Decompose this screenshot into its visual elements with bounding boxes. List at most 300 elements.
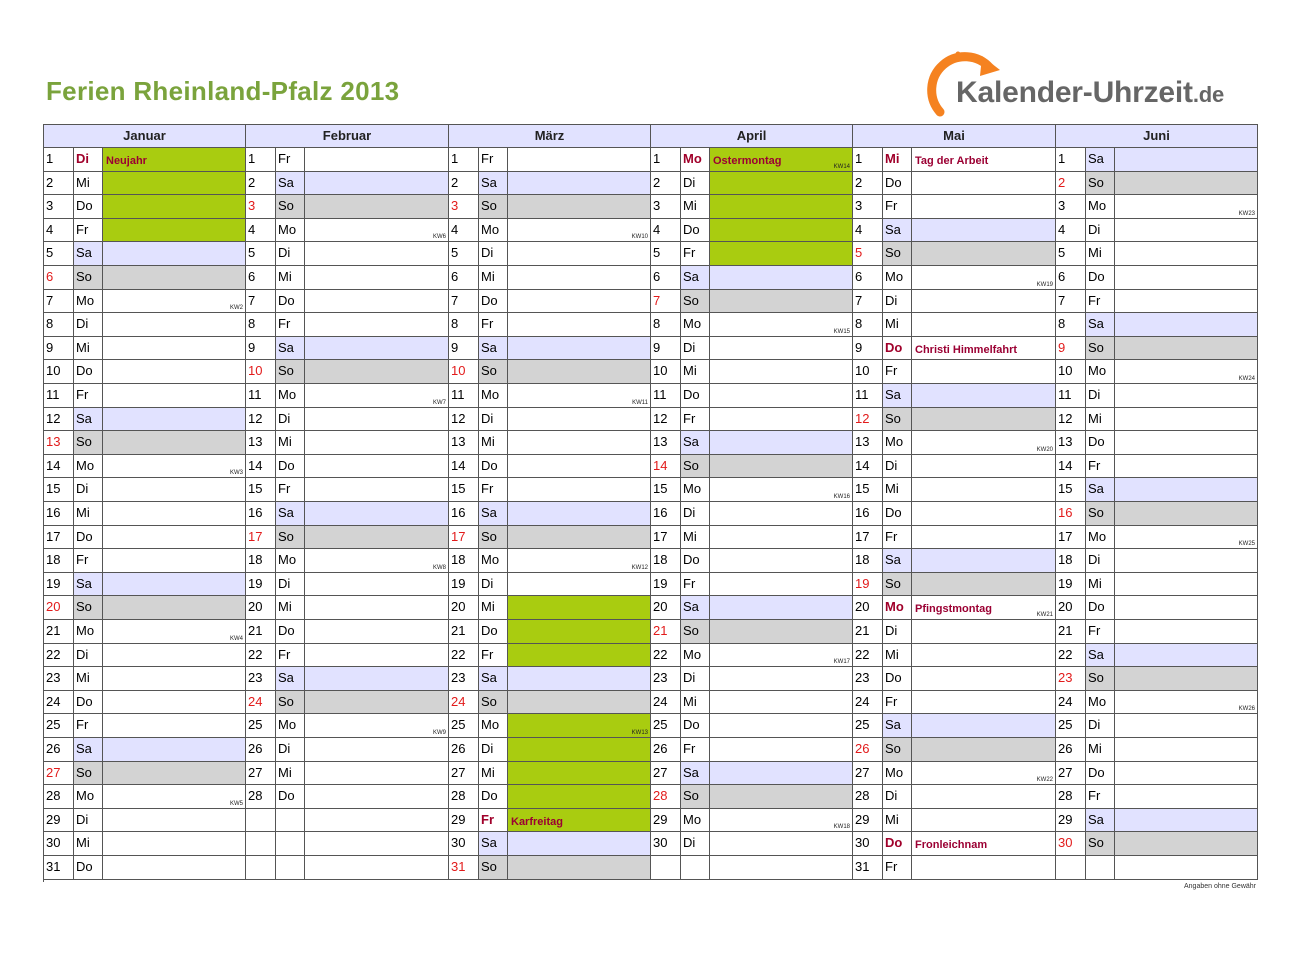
day-info: [508, 549, 651, 573]
weekday: Di: [74, 809, 103, 832]
day-info: [710, 148, 853, 172]
weekday: Mi: [276, 431, 305, 455]
day-number: 19: [449, 573, 479, 596]
day-info: [1115, 266, 1258, 290]
day-info: [305, 266, 449, 290]
day-info: [508, 785, 651, 809]
day-number: 1: [1056, 148, 1086, 172]
weekday: Fr: [883, 195, 912, 219]
day-number: 30: [853, 832, 883, 856]
day-info: [508, 360, 651, 384]
day-info: [103, 431, 246, 455]
day-info: [305, 526, 449, 549]
weekday: Fr: [681, 242, 710, 266]
day-info: [305, 148, 449, 172]
day-info: [912, 667, 1056, 691]
day-info: [912, 596, 1056, 620]
day-number: 1: [651, 148, 681, 172]
empty-cell: [276, 832, 305, 856]
day-number: 13: [853, 431, 883, 455]
day-info: [1115, 691, 1258, 714]
day-info: [912, 573, 1056, 596]
day-number: 5: [1056, 242, 1086, 266]
calendar-week-label: KW25: [1238, 541, 1255, 547]
weekday: Di: [276, 738, 305, 762]
day-number: 25: [449, 714, 479, 738]
weekday: Sa: [1086, 478, 1115, 502]
day-info: [305, 313, 449, 337]
day-info: [103, 384, 246, 408]
day-number: 16: [449, 502, 479, 526]
day-number: 10: [44, 360, 74, 384]
day-info: [1115, 384, 1258, 408]
weekday: Sa: [479, 502, 508, 526]
weekday: Fr: [1086, 455, 1115, 478]
weekday: Sa: [681, 596, 710, 620]
day-number: 16: [246, 502, 276, 526]
day-number: 20: [853, 596, 883, 620]
day-number: 19: [44, 573, 74, 596]
day-number: 24: [651, 691, 681, 714]
day-info: [710, 337, 853, 360]
day-info: [1115, 596, 1258, 620]
day-info: [1115, 313, 1258, 337]
day-info: [103, 266, 246, 290]
calendar-week-label: KW9: [432, 730, 446, 736]
holiday-name: Tag der Arbeit: [915, 155, 989, 167]
weekday: Di: [1086, 549, 1115, 573]
day-number: 25: [246, 714, 276, 738]
day-number: 12: [853, 408, 883, 431]
weekday: Mo: [74, 620, 103, 644]
weekday: Mi: [479, 762, 508, 785]
day-number: 24: [44, 691, 74, 714]
weekday: Sa: [74, 738, 103, 762]
weekday: So: [479, 360, 508, 384]
day-info: [912, 172, 1056, 195]
weekday: Mo: [276, 714, 305, 738]
day-info: [305, 738, 449, 762]
day-info: [710, 762, 853, 785]
day-info: [1115, 526, 1258, 549]
weekday: Di: [276, 242, 305, 266]
logo-tld: .de: [1192, 82, 1225, 107]
weekday: Sa: [1086, 148, 1115, 172]
day-number: 7: [1056, 290, 1086, 313]
day-info: [710, 478, 853, 502]
day-number: 14: [449, 455, 479, 478]
weekday: Sa: [681, 762, 710, 785]
weekday: Do: [276, 455, 305, 478]
day-number: 7: [246, 290, 276, 313]
day-number: 13: [246, 431, 276, 455]
day-info: [710, 596, 853, 620]
calendar-week-label: KW16: [833, 494, 850, 500]
day-info: [508, 502, 651, 526]
day-number: 9: [449, 337, 479, 360]
day-number: 11: [651, 384, 681, 408]
day-number: 29: [853, 809, 883, 832]
day-info: [912, 714, 1056, 738]
day-number: 12: [246, 408, 276, 431]
calendar-week-label: KW24: [1238, 376, 1255, 382]
day-info: [103, 738, 246, 762]
day-number: 15: [449, 478, 479, 502]
day-info: [710, 502, 853, 526]
weekday: Do: [276, 290, 305, 313]
weekday: Sa: [883, 384, 912, 408]
day-info: [305, 337, 449, 360]
month-header: Mai: [853, 125, 1056, 148]
weekday: Sa: [681, 266, 710, 290]
logo-text: [956, 76, 1224, 110]
weekday: Fr: [883, 526, 912, 549]
day-info: [305, 478, 449, 502]
day-info: [1115, 785, 1258, 809]
day-number: 9: [853, 337, 883, 360]
weekday: Sa: [276, 667, 305, 691]
weekday: Sa: [479, 667, 508, 691]
weekday: Mo: [883, 762, 912, 785]
day-number: 6: [1056, 266, 1086, 290]
day-number: 2: [1056, 172, 1086, 195]
weekday: Do: [74, 195, 103, 219]
weekday: Do: [479, 455, 508, 478]
weekday: Mo: [1086, 195, 1115, 219]
day-number: 25: [651, 714, 681, 738]
weekday: Do: [883, 502, 912, 526]
holiday-name: Christi Himmelfahrt: [915, 344, 1018, 356]
calendar-week-label: KW12: [631, 565, 648, 571]
day-info: [912, 384, 1056, 408]
weekday: Sa: [681, 431, 710, 455]
weekday: Mi: [276, 762, 305, 785]
day-info: [305, 431, 449, 455]
day-info: [1115, 172, 1258, 195]
day-info: [710, 738, 853, 762]
day-number: 18: [44, 549, 74, 573]
empty-cell: [1056, 856, 1086, 880]
day-info: [508, 408, 651, 431]
weekday: Fr: [276, 313, 305, 337]
calendar-week-label: KW3: [229, 470, 243, 476]
day-number: 11: [44, 384, 74, 408]
day-number: 12: [651, 408, 681, 431]
day-info: [912, 337, 1056, 360]
day-info: [508, 431, 651, 455]
day-number: 7: [449, 290, 479, 313]
day-info: [103, 195, 246, 219]
day-info: [912, 762, 1056, 785]
day-number: 29: [449, 809, 479, 832]
day-info: [1115, 809, 1258, 832]
weekday: Di: [479, 242, 508, 266]
weekday: Mi: [883, 313, 912, 337]
day-number: 11: [246, 384, 276, 408]
day-number: 27: [449, 762, 479, 785]
empty-cell: [681, 856, 710, 880]
day-info: [508, 596, 651, 620]
day-number: 12: [1056, 408, 1086, 431]
weekday: Di: [276, 408, 305, 431]
day-number: 29: [1056, 809, 1086, 832]
day-number: 26: [44, 738, 74, 762]
day-number: 3: [651, 195, 681, 219]
weekday: Do: [74, 856, 103, 880]
day-info: [508, 573, 651, 596]
holiday-name: Pfingstmontag: [915, 603, 992, 615]
weekday: Do: [1086, 266, 1115, 290]
day-info: [305, 502, 449, 526]
day-number: 27: [44, 762, 74, 785]
day-number: 21: [449, 620, 479, 644]
calendar-week-label: KW2: [229, 305, 243, 311]
day-info: [1115, 478, 1258, 502]
day-info: [103, 219, 246, 242]
calendar-week-label: KW20: [1036, 447, 1053, 453]
calendar-week-label: KW11: [632, 400, 648, 406]
day-info: [912, 620, 1056, 644]
day-number: 29: [44, 809, 74, 832]
day-number: 4: [246, 219, 276, 242]
day-info: [103, 549, 246, 573]
day-info: [912, 502, 1056, 526]
empty-cell: [651, 856, 681, 880]
day-info: [103, 337, 246, 360]
weekday: Fr: [1086, 785, 1115, 809]
holiday-name: Karfreitag: [511, 816, 563, 828]
day-info: [508, 313, 651, 337]
day-info: [508, 384, 651, 408]
day-info: [710, 360, 853, 384]
weekday: Mo: [74, 455, 103, 478]
weekday: Sa: [479, 337, 508, 360]
day-info: [912, 691, 1056, 714]
weekday: Di: [479, 573, 508, 596]
day-info: [103, 148, 246, 172]
day-number: 4: [44, 219, 74, 242]
day-info: [103, 856, 246, 880]
day-number: 30: [651, 832, 681, 856]
weekday: Mi: [883, 148, 912, 172]
weekday: Mi: [1086, 408, 1115, 431]
day-number: 4: [853, 219, 883, 242]
day-number: 7: [853, 290, 883, 313]
day-info: [508, 691, 651, 714]
weekday: Di: [883, 290, 912, 313]
day-info: [103, 290, 246, 313]
day-number: 17: [1056, 526, 1086, 549]
weekday: Di: [681, 337, 710, 360]
day-info: [103, 691, 246, 714]
weekday: Fr: [883, 691, 912, 714]
day-info: [103, 573, 246, 596]
weekday: So: [74, 596, 103, 620]
day-info: [912, 856, 1056, 880]
day-info: [710, 785, 853, 809]
day-info: [710, 172, 853, 195]
day-info: [305, 596, 449, 620]
day-info: [710, 549, 853, 573]
weekday: Mo: [681, 644, 710, 667]
day-number: 14: [853, 455, 883, 478]
day-info: [103, 596, 246, 620]
day-number: 3: [449, 195, 479, 219]
day-number: 9: [651, 337, 681, 360]
weekday: Mi: [681, 526, 710, 549]
weekday: Fr: [479, 809, 508, 832]
day-number: 11: [853, 384, 883, 408]
day-info: [508, 290, 651, 313]
day-number: 27: [853, 762, 883, 785]
day-number: 1: [853, 148, 883, 172]
day-info: [508, 620, 651, 644]
weekday: Sa: [883, 714, 912, 738]
day-number: 11: [1056, 384, 1086, 408]
weekday: Fr: [479, 313, 508, 337]
day-info: [710, 620, 853, 644]
day-number: 3: [853, 195, 883, 219]
day-info: [1115, 148, 1258, 172]
calendar-week-label: KW7: [432, 400, 446, 406]
day-number: 30: [449, 832, 479, 856]
day-number: 12: [44, 408, 74, 431]
calendar-week-label: KW17: [833, 659, 850, 665]
day-number: 10: [1056, 360, 1086, 384]
day-info: [1115, 667, 1258, 691]
day-info: [305, 785, 449, 809]
weekday: Mi: [1086, 573, 1115, 596]
day-number: 17: [853, 526, 883, 549]
weekday: Sa: [883, 549, 912, 573]
day-info: [1115, 219, 1258, 242]
empty-cell: [246, 856, 276, 880]
weekday: Mi: [74, 832, 103, 856]
day-number: 13: [1056, 431, 1086, 455]
weekday: Fr: [681, 738, 710, 762]
day-info: [305, 408, 449, 431]
day-number: 8: [44, 313, 74, 337]
weekday: Do: [479, 785, 508, 809]
weekday: Di: [276, 573, 305, 596]
weekday: Mo: [883, 266, 912, 290]
day-info: [912, 219, 1056, 242]
day-number: 8: [853, 313, 883, 337]
month-header: April: [651, 125, 853, 148]
day-info: [103, 785, 246, 809]
day-info: [508, 266, 651, 290]
empty-cell: [1115, 856, 1258, 880]
day-info: [305, 242, 449, 266]
empty-cell: [246, 832, 276, 856]
weekday: Sa: [74, 408, 103, 431]
weekday: Fr: [74, 714, 103, 738]
day-number: 2: [44, 172, 74, 195]
day-number: 2: [651, 172, 681, 195]
calendar-week-label: KW23: [1238, 211, 1255, 217]
weekday: So: [479, 691, 508, 714]
weekday: Di: [681, 832, 710, 856]
calendar-week-label: KW10: [631, 234, 648, 240]
day-info: [103, 762, 246, 785]
day-info: [912, 455, 1056, 478]
weekday: Mi: [479, 266, 508, 290]
day-info: [912, 290, 1056, 313]
day-number: 22: [44, 644, 74, 667]
weekday: Fr: [74, 219, 103, 242]
weekday: Fr: [681, 573, 710, 596]
day-info: [1115, 549, 1258, 573]
day-number: 27: [651, 762, 681, 785]
day-number: 11: [449, 384, 479, 408]
weekday: Mi: [74, 667, 103, 691]
weekday: Sa: [479, 832, 508, 856]
weekday: Di: [681, 667, 710, 691]
day-number: 22: [449, 644, 479, 667]
day-info: [305, 714, 449, 738]
day-info: [508, 526, 651, 549]
day-info: [1115, 290, 1258, 313]
weekday: Do: [681, 714, 710, 738]
day-info: [912, 785, 1056, 809]
weekday: Fr: [479, 148, 508, 172]
day-number: 20: [651, 596, 681, 620]
weekday: Mi: [883, 809, 912, 832]
weekday: Do: [276, 620, 305, 644]
day-info: [710, 691, 853, 714]
weekday: So: [1086, 502, 1115, 526]
day-number: 25: [1056, 714, 1086, 738]
day-number: 14: [246, 455, 276, 478]
weekday: Mo: [1086, 360, 1115, 384]
weekday: Di: [479, 738, 508, 762]
day-info: [710, 195, 853, 219]
weekday: Mi: [681, 691, 710, 714]
day-number: 18: [853, 549, 883, 573]
day-info: [508, 714, 651, 738]
day-info: [710, 266, 853, 290]
weekday: Fr: [276, 644, 305, 667]
weekday: So: [479, 856, 508, 880]
day-info: [1115, 195, 1258, 219]
weekday: Sa: [883, 219, 912, 242]
weekday: Fr: [1086, 290, 1115, 313]
day-info: [103, 526, 246, 549]
day-number: 6: [246, 266, 276, 290]
weekday: So: [276, 195, 305, 219]
empty-cell: [1086, 856, 1115, 880]
day-number: 18: [651, 549, 681, 573]
calendar-week-label: KW21: [1036, 612, 1053, 618]
day-info: [305, 762, 449, 785]
day-info: [508, 832, 651, 856]
weekday: Do: [1086, 431, 1115, 455]
day-number: 1: [449, 148, 479, 172]
day-number: 4: [1056, 219, 1086, 242]
day-number: 6: [853, 266, 883, 290]
day-number: 13: [651, 431, 681, 455]
day-info: [912, 195, 1056, 219]
calendar-week-label: KW6: [432, 234, 446, 240]
calendar-week-label: KW26: [1238, 706, 1255, 712]
weekday: Mi: [1086, 738, 1115, 762]
day-number: 30: [1056, 832, 1086, 856]
weekday: Fr: [883, 856, 912, 880]
day-number: 1: [44, 148, 74, 172]
weekday: Sa: [276, 502, 305, 526]
day-number: 23: [651, 667, 681, 691]
weekday: Do: [1086, 596, 1115, 620]
